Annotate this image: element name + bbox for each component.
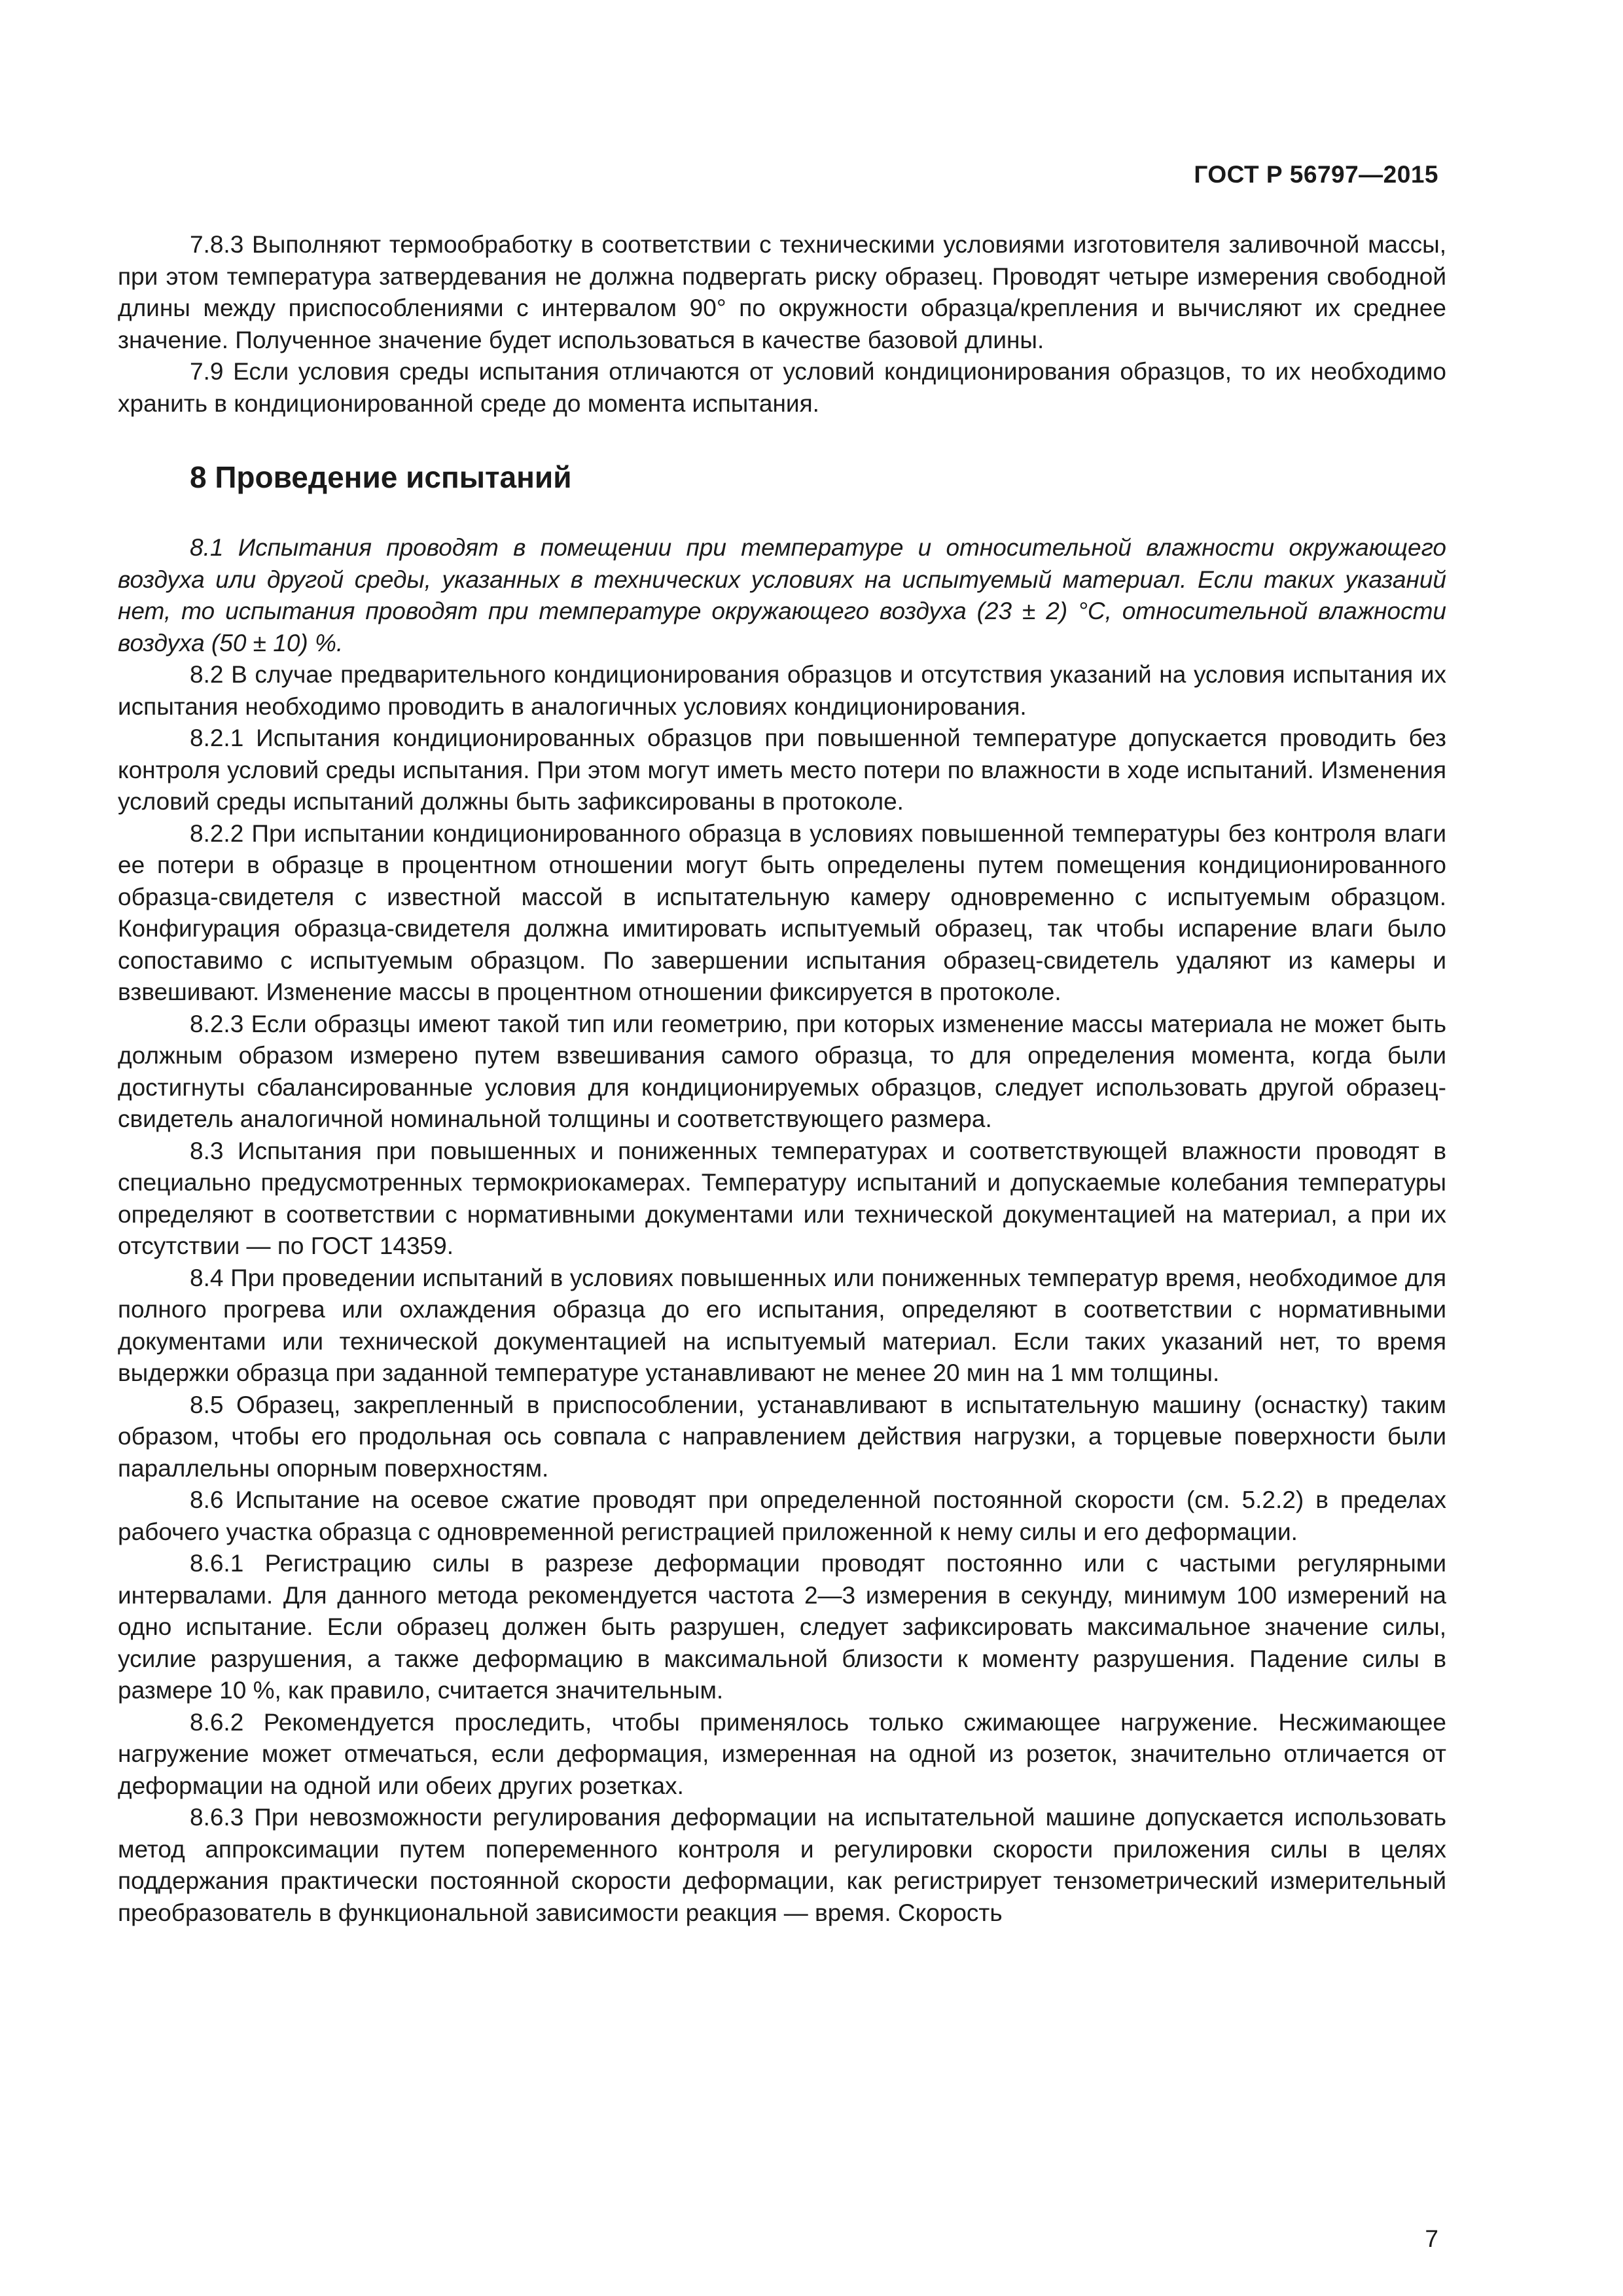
paragraph-8-6-3: 8.6.3 При невозможности регулирования деформации на испытательной машине допускается использовать метод аппроксимации путем попеременного контроля и регулировки скорости приложения силы в целях поддержания практически постоянной скорости деформации, как регистрирует тензометрический измерительный преобразователь в функциональной зависимости реакция — время. Скорость bbox=[118, 1804, 1446, 1926]
paragraph-7-8-3: 7.8.3 Выполняют термообработку в соответствии с техническими условиями изготовителя заливочной массы, при этом температура затвердевания не должна подвергать риску образец. Проводят четыре измерения свободной длины между приспособлениями с интервалом 90° по окружности образца/крепления и вычисляют их среднее значение. Полученное значение будет использоваться в качестве базовой длины. bbox=[118, 231, 1446, 353]
paragraph-8-2-1: 8.2.1 Испытания кондиционированных образцов при повышенной температуре допускается проводить без контроля условий среды испытания. При этом могут иметь место потери по влажности в ходе испытаний. Изменения условий среды испытаний должны быть зафиксированы в протоколе. bbox=[118, 725, 1446, 815]
paragraph-8-2: 8.2 В случае предварительного кондиционирования образцов и отсутствия указаний на условия испытания их испытания необходимо проводить в аналогичных условиях кондиционирования. bbox=[118, 661, 1446, 720]
paragraph-8-4: 8.4 При проведении испытаний в условиях повышенных или пониженных температур время, необходимое для полного прогрева или охлаждения образца до его испытания, определяют в соответствии с нормативными документами или технической документацией на испытуемый материал. Если таких указаний нет, то время выдержки образца при заданной температуре устанавливают не менее 20 мин на 1 мм толщины. bbox=[118, 1264, 1446, 1386]
paragraph-7-9: 7.9 Если условия среды испытания отличаются от условий кондиционирования образцов, то их необходимо хранить в кондиционированной среде до момента испытания. bbox=[118, 358, 1446, 417]
document-body bbox=[118, 229, 1446, 1929]
section-title: 8 Проведение испытаний bbox=[190, 460, 572, 494]
paragraph-8-1: 8.1 Испытания проводят в помещении при температуре и относительной влажности окружающего воздуха или другой среды, указанных в технических условиях на испытуемый материал. Если таких указаний нет, то испытания проводят при температуре окружающего воздуха (23 ± 2) °С, относительной влажности воздуха (50 ± 10) %. bbox=[118, 534, 1446, 656]
document-code-header: ГОСТ Р 56797—2015 bbox=[1194, 161, 1438, 188]
paragraph-8-3: 8.3 Испытания при повышенных и пониженных температурах и соответствующей влажности проводят в специально предусмотренных термокриокамерах. Температуру испытаний и допускаемые колебания температуры определяют в соответствии с нормативными документами или технической документацией на материал, а при их отсутствии — по ГОСТ 14359. bbox=[118, 1137, 1446, 1259]
paragraph-8-6-2: 8.6.2 Рекомендуется проследить, чтобы применялось только сжимающее нагружение. Несжимающее нагружение может отмечаться, если деформация, измеренная на одной из розеток, значительно отличается от деформации на одной или обеих других розетках. bbox=[118, 1708, 1446, 1799]
paragraph-8-6-1: 8.6.1 Регистрацию силы в разрезе деформации проводят постоянно или с частыми регулярными интервалами. Для данного метода рекомендуется частота 2—3 измерения в секунду, минимум 100 измерений на одно испытание. Если образец должен быть разрушен, следует зафиксировать максимальное значение силы, усилие разрушения, а также деформацию в максимальной близости к моменту разрушения. Падение силы в размере 10 %, как правило, считается значительным. bbox=[118, 1550, 1446, 1704]
page-number: 7 bbox=[1425, 2225, 1438, 2252]
paragraph-8-6: 8.6 Испытание на осевое сжатие проводят при определенной постоянной скорости (см. 5.2.2) в пределах рабочего участка образца с одновременной регистрацией приложенной к нему силы и его деформации. bbox=[118, 1486, 1446, 1545]
paragraph-8-2-3: 8.2.3 Если образцы имеют такой тип или геометрию, при которых изменение массы материала не может быть должным образом измерено путем взвешивания самого образца, то для определения момента, когда были достигнуты сбалансированные условия для кондиционируемых образцов, следует использовать другой образец-свидетель аналогичной номинальной толщины и соответствующего размера. bbox=[118, 1010, 1446, 1132]
paragraph-8-5: 8.5 Образец, закрепленный в приспособлении, устанавливают в испытательную машину (оснастку) таким образом, чтобы его продольная ось совпала с направлением действия нагрузки, а торцевые поверхности были параллельны опорным поверхностям. bbox=[118, 1391, 1446, 1482]
paragraph-8-2-2: 8.2.2 При испытании кондиционированного образца в условиях повышенной температуры без контроля влаги ее потери в образце в процентном отношении могут быть определены путем помещения кондиционированного образца-свидетеля с известной массой в испытательную камеру одновременно с испытуемым образцом. Конфигурация образца-свидетеля должна имитировать испытуемый образец, так чтобы испарение влаги было сопоставимо с испытуемым образцом. По завершении испытания образец-свидетель удаляют из камеры и взвешивают. Изменение массы в процентном отношении фиксируется в протоколе. bbox=[118, 819, 1446, 1005]
